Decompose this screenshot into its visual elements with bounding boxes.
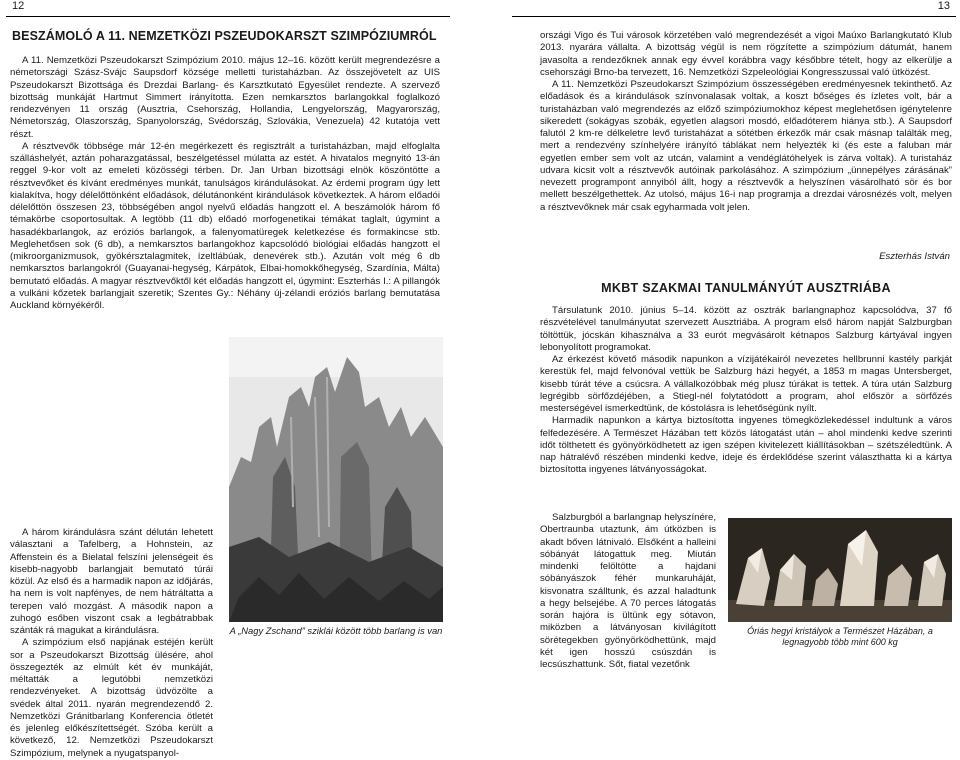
narrow-paragraph: Salzburgból a barlangnap helyszínére, Obertraunba utaztunk, ám útközben is akadt bőven látnivaló. Elsőként a halleini sóbányát látogattuk meg. Miután mindenki felöltötte a hajdani sóbányászok féhér munkaruháját, kisvonatra szálltunk, és azzal haladtunk a hegy belsejébe. A 70 perces látogatás során hajóra is ültünk egy sótavon, miközben a látványosan kivilágított sörétegekben gyönyörködhettünk, majd két igen hosszú csúszdán is lecsúszhattunk. Sőt, fiatal vezetőnk (540, 512, 716, 670)
crystals-photo (728, 518, 952, 622)
intro-paragraph: A résztvevők többsége már 12-én megérkezett és regisztrált a turistaházban, majd elfoglalta szálláshelyét, aztán poharazgatással, beszélgetéssel múlatta az estét. A hivatalos megnyitó 13-án reggel 9-kor volt az emeleti közösségi térben. Dr. Jan Urban bizottsági elnök köszöntötte a résztvevőket és kívánt eredményes munkát, tanulságos kirándulásokat. Az érdemi program úgy lett kialakítva, hogy délelőttönként előadások, délutánonként kirándulások következtek. A három előadói délelőttön összesen 23, többségében angol nyelvű előadás hangzott el. A beszámolók három fő témakörbe csoportosultak. A legtöbb (11 db) előadó morfogenetikai témákat taglalt, úgymint a hasadékbarlangok, az eróziós barlangok, a falenyomatüregek keletkezése és formakincse stb. Meglehetősen sok (6 db), a nemkarsztos barlangokhoz kapcsolódó biológiai előadás hangzott el (mikroorganizmusok, gyökérsztalagmitek, ízeltlábúak, denevérek stb.). Azután volt még 6 db nemkarsztos barlangokról (Guayanai-hegység, Kárpátok, Elbai-homokkőhegység, Szardínia, Málta) bemutató előadás. A magyar résztvevőktől két előadás hangzott el, úgymint: Eszterhás I.: A pillangók a vulkáni kőzetek barlangjait szeretik; Szentes Gy.: Néhány új-zélandi eróziós barlang bemutatása Auckland környékéről. (10, 140, 440, 311)
sandstone-rocks-photo (229, 337, 443, 622)
right-narrow-column (540, 512, 716, 670)
right-main-column (540, 305, 952, 510)
article2-paragraph: Harmadik napunkon a kártya biztosította ingyenes tömegközlekedéssel indultunk a város felfedezésére. A Természet Házában tett közös látogatást után – ahol mindenki kedve szerinti időt tölthetett és gyönyörködhetett az igen szépen kivitelezett kiállításokban – szétszéledtünk. A nap hátralévő részében mindenki kedve, ideje és érdeklődése szerint választhatta ki a kártya biztosította ingyenes látványosságokat. (540, 415, 952, 476)
right-page-number: 13 (937, 0, 950, 12)
narrow-paragraph: A szimpózium első napjának estéjén került sor a Pszeudokarszt Bizottság ülésére, ahol összegezték az elmúlt két év munkáját, méltatták a legutóbbi nemzetközi rendezvényeket. A bizottság üdvözölte a svédek által 2011. nyarán megrendezendő 2. Nemzetközi Gránitbarlang Konferencia ötletét és jelenleg előkészítettségét. Szóba került a következő, 12. Nemzetközi Pszeudokarszt Szimpózium, melynek a nyugatspanyol- (10, 637, 213, 759)
author-signature: Eszterhás István (879, 251, 950, 262)
right-header-rule (512, 16, 956, 17)
left-header-rule (6, 16, 450, 17)
article2-title: MKBT SZAKMAI TANULMÁNYÚT AUSZTRIÁBA (601, 281, 891, 295)
left-narrow-column (10, 527, 213, 759)
continued-paragraph: A 11. Nemzetközi Pszeudokarszt Szimpózium összességében eredményesnek tekinthető. Az előadások és a kirándulások színvonalasak voltak, a koszt bőséges és ízletes volt, bár a turistaházban való megrendezés az előző szimpóziumokhoz képest meglehetősen igénytelenre sikeredett (sokágyas szobák, egyetlen alagsori mosdó, előadóterem hiánya stb.). A Saupsdorf falutól 2 km-re délkeletre levő turistaházat a sötétben érkezők már csak másnap találták meg, mert a rendezvény színhelyére irányító táblákat nem helyezték ki (és este a faluban már egyetlen ember sem volt az utcán, valamint a vendéglátóhelyek is zárva voltak). A turistaház udvara kicsit volt a résztvevők autóinak parkolásához. A szimpózium „ünnepélyes zárásának” nevezett programpont annyiból állt, hogy a résztvevők a helyszínen vásárolható sör és bor mellett beszélgethettek. Az utolsó, május 16-i nap programja a drezdai városnézés volt, melyen a résztvevőknek már csak egyharmada volt jelen. (540, 79, 952, 213)
intro-paragraph: A 11. Nemzetközi Pszeudokarszt Szimpózium 2010. május 12–16. között került megrendezésre a németországi Szász-Svájc Saupsdorf községe melletti turistaházban. Az összejövetelt az UIS Pszeudokarszt Bizottsága és Drezdai Barlang- és Karsztkutató Egyesület rendezte. A szervező bizottság munkáját Hartmut Simmert irányította. Ezen nemkarsztos barlangokkal foglalkozó rendezvényen 11 ország (Ausztria, Csehország, Hollandia, Lengyelország, Magyarország, Németország, Olaszország, Spanyolország, Svédország, Szlovákia, Venezuela) 42 kutatója vett részt. (10, 55, 440, 140)
narrow-paragraph: A három kirándulásra szánt délután lehetett választani a Tafelberg, a Hohnstein, az Affenstein és a Bielatal felszíni jelenségeit és kisebb-nagyobb barlangjait bemutató túrái közül. Az első és a harmadik napon az időjárás, ha nem is volt napfényes, de nem hátráltatta a terepen való mozgást. A második napon a zuhogó esőben viszont csak a legbátrabbak szánták rá magukat a kirándulásra. (10, 527, 213, 636)
continued-paragraph: országi Vigo és Tui városok körzetében való megrendezését a vigoi Maúxo Barlangkutató Klub 2013. nyarára vállalta. A bizottság végül is nem rögzítette a szimpózium dátumát, hanem javasolta a rendezőknek annak egy évvel korábbra vagy későbbre tételt, hogy az elkerülje a csehországi Brno-ba tervezett, 16. Nemzetközi Szpeleológiai Kongresszussal való ütközést. (540, 30, 952, 78)
left-page-number: 12 (12, 0, 25, 12)
article-title: BESZÁMOLÓ A 11. NEMZETKÖZI PSZEUDOKARSZT SZIMPÓZIUMRÓL (12, 29, 437, 43)
article2-paragraph: Az érkezést követő második napunkon a vízijátékairól nevezetes hellbrunni kastély parkját kerestük fel, majd felvonóval vettük be Salzburg házi hegyét, a 1853 m magas Untersberget, kisebb túrát téve a csúcsra. A vállalkozóbbak még plusz túrákat is tettek. A túra után Salzburg legrégibb sörfőzdéjében, a Stiegl-nél folytatódott a program, ahol először a sörfőzés mesterségével ismerkedtünk, de kóstolásra is lehetőségünk nyílt. (540, 354, 952, 414)
article2-paragraph: Társulatunk 2010. június 5–14. között az osztrák barlangnaphoz kapcsolódva, 37 fő részvételével tanulmányutat szervezett Ausztriába. A program első három napját Salzburgban töltöttük, jócskán kihasználva a 33 eurót megvásárolt kétnapos Salzburg kártyával ingyen lebonyolított programokat. (540, 305, 952, 353)
photo-caption: A „Nagy Zschand” sziklái között több barlang is van (229, 625, 443, 636)
right-top-column (540, 30, 952, 250)
photo2-caption: Óriás hegyi kristályok a Természet Házában, a legnagyobb több mint 600 kg (747, 626, 933, 647)
